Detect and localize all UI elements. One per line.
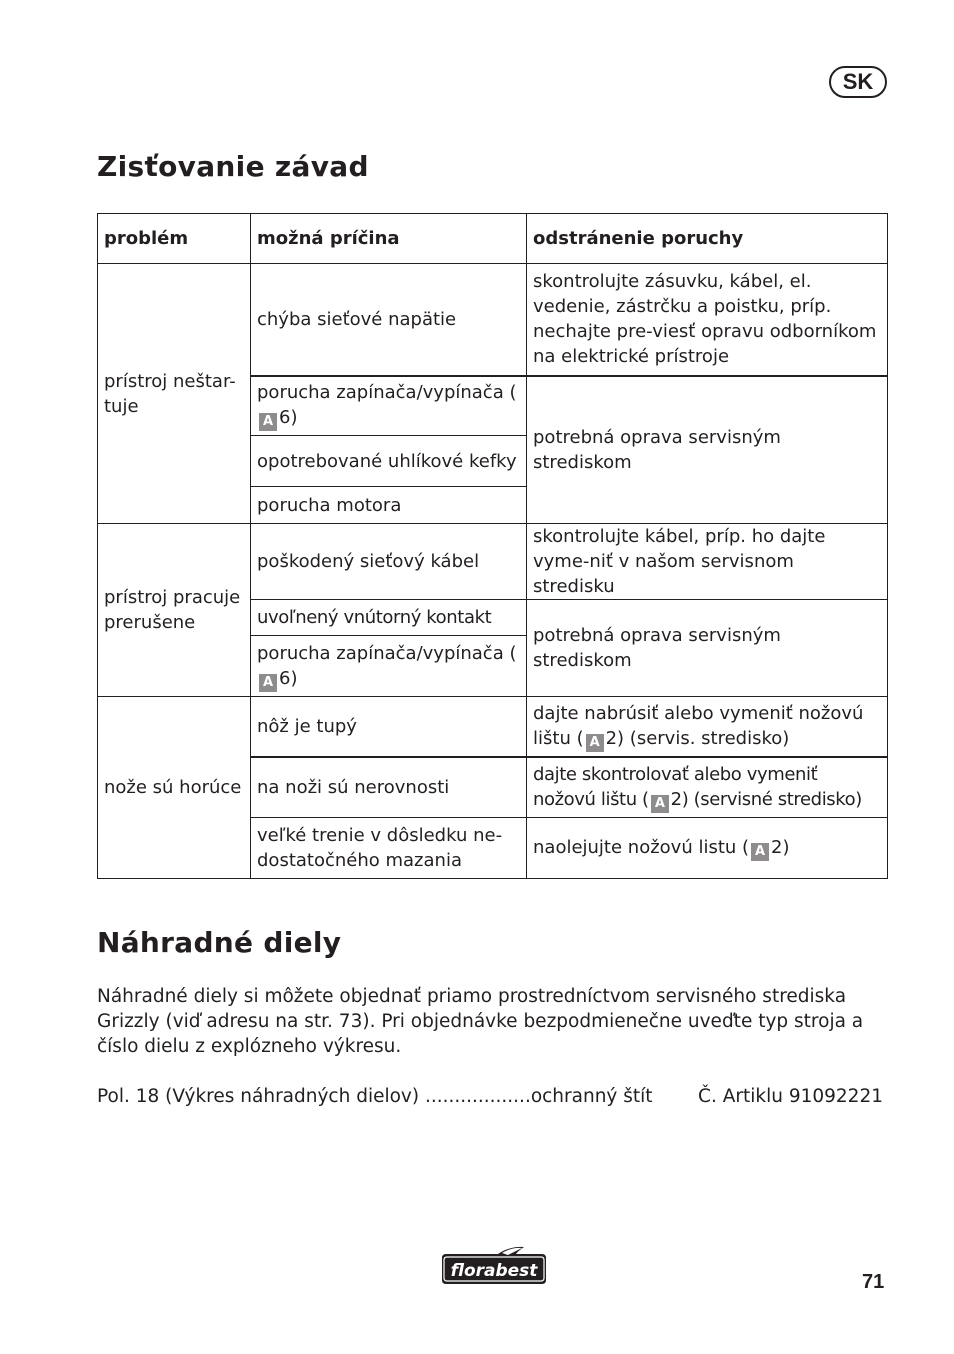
part-line [97, 1084, 883, 1109]
remedy-text: naolejujte nožovú listu ( [533, 837, 750, 858]
problem-cell: prístroj neštar-tuje [98, 264, 251, 524]
spare-parts-paragraph: Náhradné diely si môžete objednať priamo prostredníctvom servisného strediska Grizzly (viď adresu na str. 73). Pri objednávke bezpodmienečne uveďte typ stroja a číslo dielu z explózneho výkresu. [97, 986, 864, 1057]
figure-ref-icon: A [586, 734, 604, 752]
table-header-row [98, 214, 888, 264]
part-description: Pol. 18 (Výkres náhradných dielov) ..................ochranný štít [97, 1086, 653, 1107]
remedy-cell: potrebná oprava servisným strediskom [527, 600, 888, 697]
logo-text: florabest [450, 1261, 538, 1281]
figure-ref-icon: A [259, 413, 277, 431]
remedy-cell [527, 757, 888, 818]
cause-cell: chýba sieťové napätie [251, 264, 527, 376]
page-number: 71 [862, 1271, 885, 1293]
remedy-cell: skontrolujte zásuvku, kábel, el. vedenie, zástrčku a poistku, príp. nechajte pre-viesť opravu odborníkom na elektrické prístroje [527, 264, 888, 376]
column-header-remedy: odstránenie poruchy [527, 214, 888, 264]
remedy-tail: 2) (servis. stredisko) [605, 727, 790, 749]
troubleshooting-title: Zisťovanie závad [97, 150, 369, 183]
cause-cell: poškodený sieťový kábel [251, 524, 527, 600]
column-header-problem: problém [98, 214, 251, 264]
remedy-cell [527, 697, 888, 757]
remedy-tail: 2) (servisné stredisko) [670, 788, 862, 810]
cause-cell: uvoľnený vnútorný kontakt [251, 600, 527, 636]
table-row [98, 697, 888, 757]
cause-text: porucha zapínača/vypínača ( [257, 382, 517, 404]
remedy-text: dajte skontrolovať alebo vymeniť nožovú lištu ( [533, 763, 818, 810]
remedy-tail: 2) [771, 837, 790, 858]
figure-ref-icon: A [751, 843, 769, 861]
column-header-cause: možná príčina [251, 214, 527, 264]
remedy-cell: skontrolujte kábel, príp. ho dajte vyme-niť v našom servisnom stredisku [527, 524, 888, 600]
problem-cell: prístroj pracuje prerušene [98, 524, 251, 697]
table-row [98, 524, 888, 600]
cause-cell: nôž je tupý [251, 697, 527, 757]
figure-ref-icon: A [651, 795, 669, 813]
problem-cell: nože sú horúce [98, 697, 251, 879]
table-row [98, 264, 888, 376]
cause-cell [251, 376, 527, 436]
cause-cell: opotrebované uhlíkové kefky [251, 436, 527, 487]
figure-ref-icon: A [259, 674, 277, 692]
cause-tail: 6) [279, 407, 298, 429]
language-badge: SK [829, 66, 887, 98]
cause-text: porucha zapínača/vypínača ( [257, 642, 517, 664]
part-article-number: Č. Artiklu 91092221 [698, 1086, 883, 1107]
spare-parts-title: Náhradné diely [97, 926, 342, 959]
troubleshooting-table [97, 213, 888, 879]
cause-cell: na noži sú nerovnosti [251, 757, 527, 818]
cause-tail: 6) [279, 667, 298, 689]
cause-cell: porucha motora [251, 487, 527, 524]
cause-cell: veľké trenie v dôsledku ne-dostatočného mazania [251, 818, 527, 879]
cause-cell [251, 636, 527, 697]
remedy-cell: potrebná oprava servisným strediskom [527, 376, 888, 524]
remedy-cell [527, 818, 888, 879]
remedy-text: dajte nabrúsiť alebo vymeniť nožovú lištu ( [533, 702, 864, 749]
florabest-logo [438, 1244, 550, 1288]
